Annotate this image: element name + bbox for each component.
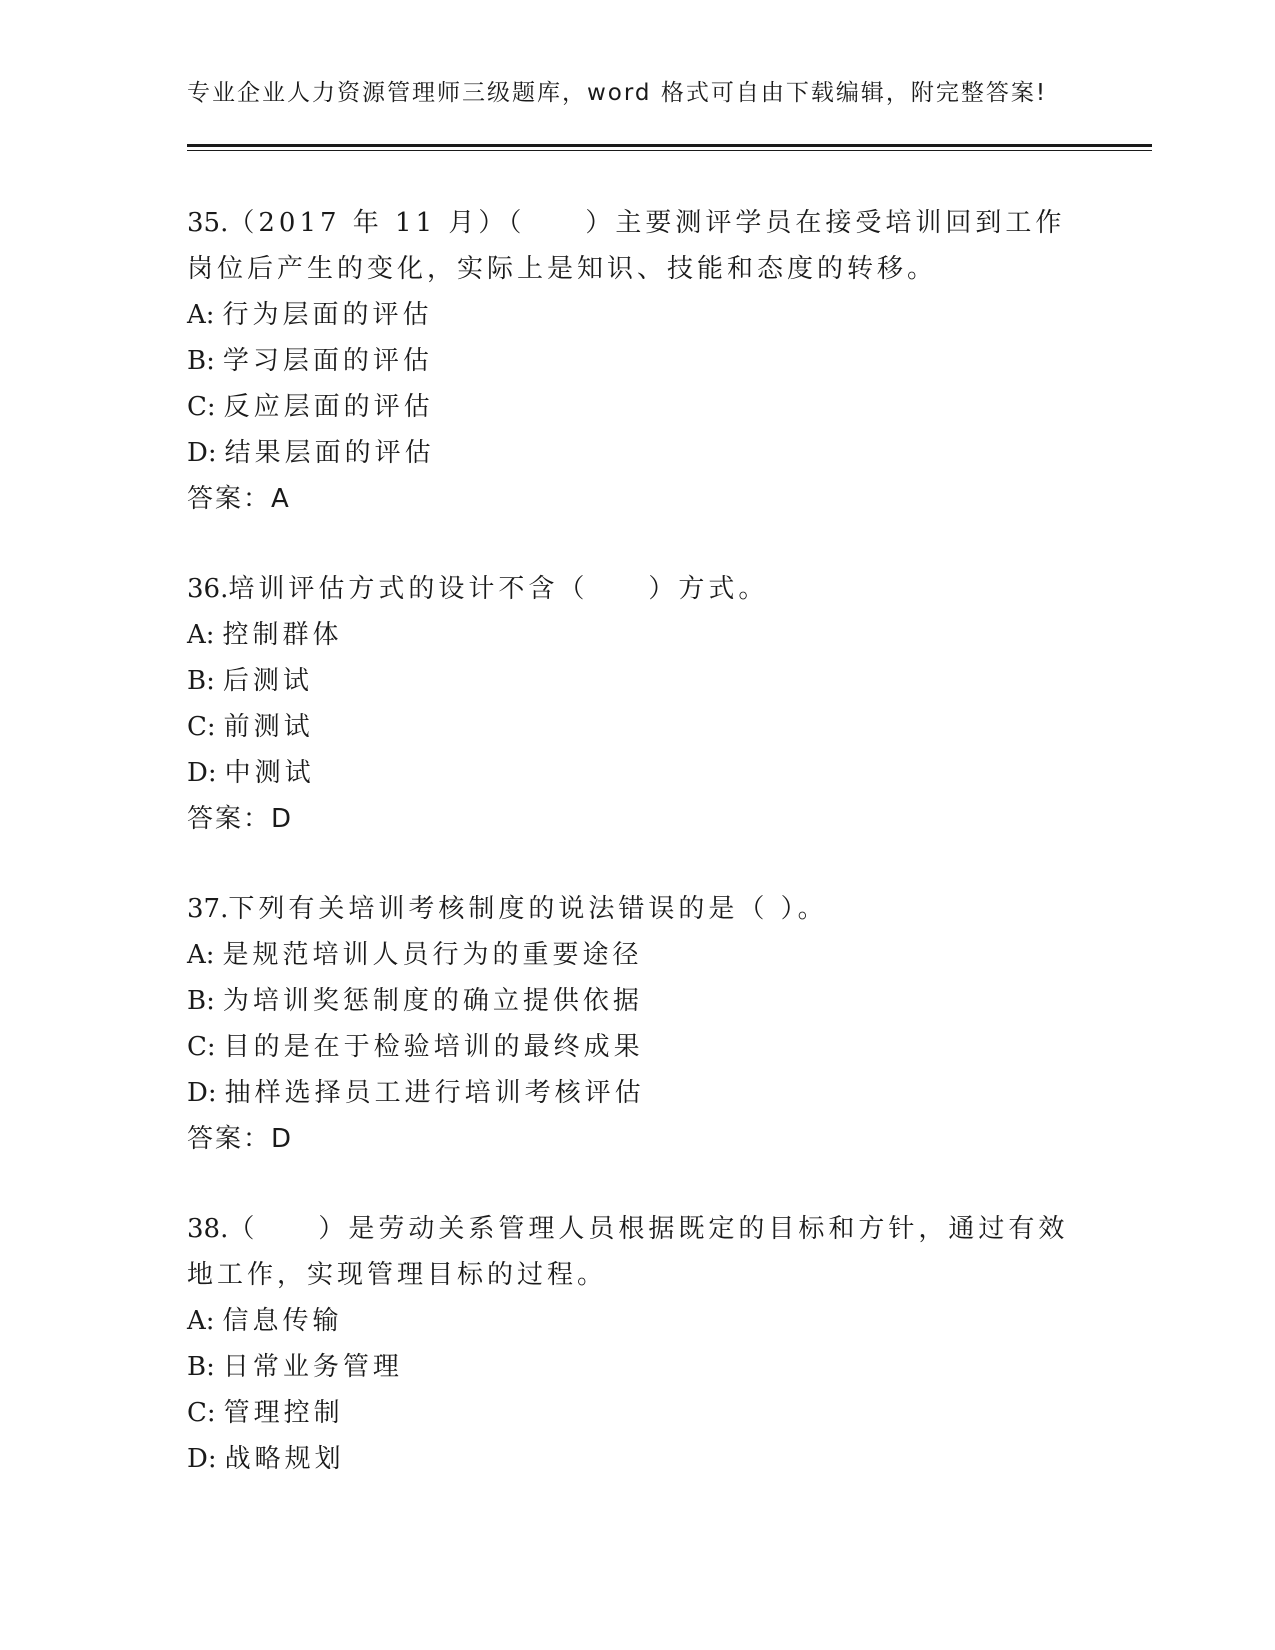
option-b	[187, 978, 1087, 1024]
answer-line: 答案：D	[187, 804, 294, 834]
option-a	[187, 292, 1087, 338]
question-35	[187, 200, 1087, 522]
question-37	[187, 886, 1087, 1162]
option-a	[187, 1298, 1087, 1344]
option-d	[187, 1436, 1087, 1482]
question-stem	[187, 1206, 1087, 1298]
option-a	[187, 612, 1087, 658]
option-letter: D:	[187, 1078, 217, 1108]
option-text: 控制群体	[222, 620, 343, 650]
option-letter: B:	[187, 346, 215, 376]
option-letter: A:	[187, 300, 215, 330]
answer-line: 答案：D	[187, 1124, 294, 1154]
option-letter: B:	[187, 1352, 215, 1382]
option-text: 管理控制	[223, 1398, 344, 1428]
question-stem	[187, 200, 1087, 292]
option-text: 信息传输	[222, 1306, 343, 1336]
option-text: 日常业务管理	[222, 1352, 403, 1382]
option-text: 抽样选择员工进行培训考核评估	[224, 1078, 645, 1108]
page-header: 专业企业人力资源管理师三级题库，word 格式可自由下载编辑，附完整答案!	[187, 80, 1048, 106]
option-letter: B:	[187, 986, 215, 1016]
option-b	[187, 338, 1087, 384]
option-text: 前测试	[223, 712, 314, 742]
option-letter: D:	[187, 1444, 217, 1474]
option-text: 战略规划	[224, 1444, 345, 1474]
question-number: 38.	[187, 1214, 229, 1244]
option-letter: A:	[187, 940, 215, 970]
option-text: 行为层面的评估	[222, 300, 433, 330]
option-c	[187, 1390, 1087, 1436]
question-number: 36.	[187, 574, 229, 604]
question-list	[187, 200, 1087, 1526]
option-letter: D:	[187, 758, 217, 788]
option-c	[187, 384, 1087, 430]
option-d	[187, 1070, 1087, 1116]
option-letter: B:	[187, 666, 215, 696]
question-number: 37.	[187, 894, 229, 924]
option-text: 目的是在于检验培训的最终成果	[223, 1032, 644, 1062]
option-a	[187, 932, 1087, 978]
question-text: （2017 年 11 月）（ ）主要测评学员在接受培训回到工作岗位后产生的变化，实际上是知识、技能和态度的转移。	[187, 208, 1066, 284]
option-c	[187, 1024, 1087, 1070]
option-letter: C:	[187, 392, 216, 422]
option-text: 是规范培训人员行为的重要途径	[222, 940, 643, 970]
answer-line: 答案：A	[187, 484, 291, 514]
question-36	[187, 566, 1087, 842]
option-letter: C:	[187, 1398, 216, 1428]
question-stem	[187, 566, 1087, 612]
question-number: 35.	[187, 208, 229, 238]
option-text: 中测试	[224, 758, 315, 788]
option-d	[187, 750, 1087, 796]
option-text: 结果层面的评估	[224, 438, 435, 468]
option-text: 反应层面的评估	[223, 392, 434, 422]
question-text: （ ）是劳动关系管理人员根据既定的目标和方针，通过有效地工作，实现管理目标的过程。	[187, 1214, 1069, 1290]
question-38	[187, 1206, 1087, 1482]
option-text: 学习层面的评估	[222, 346, 433, 376]
option-d	[187, 430, 1087, 476]
option-letter: C:	[187, 712, 216, 742]
option-letter: D:	[187, 438, 217, 468]
header-divider	[187, 144, 1152, 151]
option-letter: A:	[187, 620, 215, 650]
question-text: 下列有关培训考核制度的说法错误的是（ ）。	[228, 894, 828, 924]
question-stem	[187, 886, 1087, 932]
question-text: 培训评估方式的设计不含（ ）方式。	[228, 574, 769, 604]
option-letter: A:	[187, 1306, 215, 1336]
option-text: 后测试	[222, 666, 313, 696]
option-letter: C:	[187, 1032, 216, 1062]
option-text: 为培训奖惩制度的确立提供依据	[222, 986, 643, 1016]
option-c	[187, 704, 1087, 750]
option-b	[187, 658, 1087, 704]
option-b	[187, 1344, 1087, 1390]
